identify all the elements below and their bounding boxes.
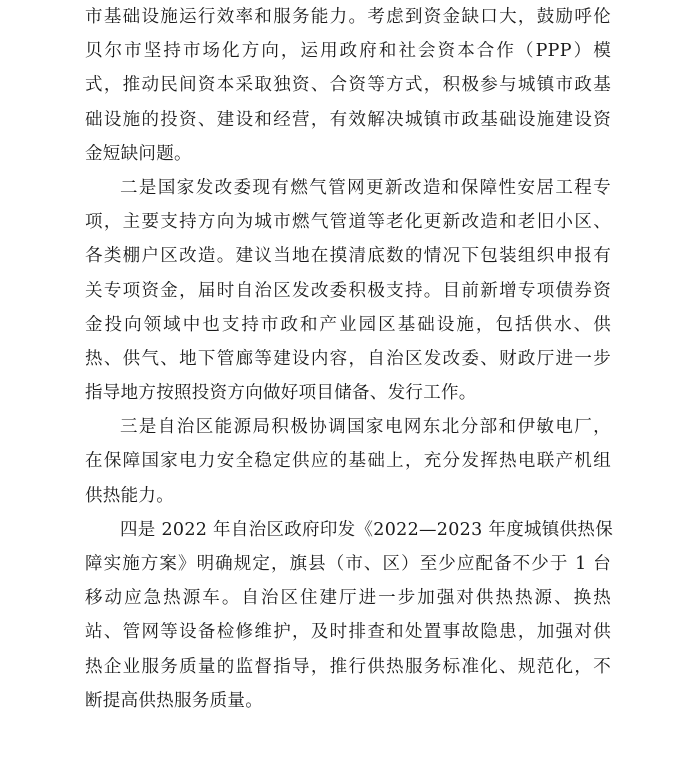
paragraph-first-line: 四是 2022 年自治区政府印发《2022—2023 年度城镇供热保 <box>120 519 613 540</box>
paragraph-first-line: 三是自治区能源局积极协调国家电网东北分部和伊敏电厂， <box>120 417 611 438</box>
text-line: 础设施的投资、建设和经营，有效解决城镇市政基础设施建设资 <box>85 109 611 130</box>
paragraph-first-line: 二是国家发改委现有燃气管网更新改造和保障性安居工程专 <box>120 177 611 198</box>
text-line: 金短缺问题。 <box>85 143 192 164</box>
text-line: 供热能力。 <box>85 485 174 506</box>
text-line: 指导地方按照投资方向做好项目储备、发行工作。 <box>85 383 477 404</box>
text-line: 市基础设施运行效率和服务能力。考虑到资金缺口大，鼓励呼伦 <box>85 7 611 27</box>
text-line: 障实施方案》明确规定，旗县（市、区）至少应配备不少于 1 台 <box>85 554 611 574</box>
text-line: 项，主要支持方向为城市燃气管道等老化更新改造和老旧小区、 <box>85 212 611 233</box>
text-line: 金投向领域中也支持市政和产业园区基础设施，包括供水、供 <box>85 314 611 335</box>
text-line: 移动应急热源车。自治区住建厅进一步加强对供热热源、换热 <box>85 588 611 609</box>
text-line: 式，推动民间资本采取独资、合资等方式，积极参与城镇市政基 <box>85 75 611 96</box>
text-line: 贝尔市坚持市场化方向，运用政府和社会资本合作（PPP）模 <box>85 41 611 62</box>
text-line: 关专项资金，届时自治区发改委积极支持。目前新增专项债券资 <box>85 280 611 301</box>
text-line: 在保障国家电力安全稳定供应的基础上，充分发挥热电联产机组 <box>85 451 611 472</box>
text-line: 断提高供热服务质量。 <box>85 690 263 711</box>
text-line: 站、管网等设备检修维护，及时排查和处置事故隐患，加强对供 <box>85 622 611 643</box>
text-line: 热、供气、地下管廊等建设内容，自治区发改委、财政厅进一步 <box>85 348 611 369</box>
text-line: 热企业服务质量的监督指导，推行供热服务标准化、规范化，不 <box>85 656 611 677</box>
text-line: 各类棚户区改造。建议当地在摸清底数的情况下包装组织申报有 <box>85 246 611 267</box>
document-body <box>85 0 611 718</box>
